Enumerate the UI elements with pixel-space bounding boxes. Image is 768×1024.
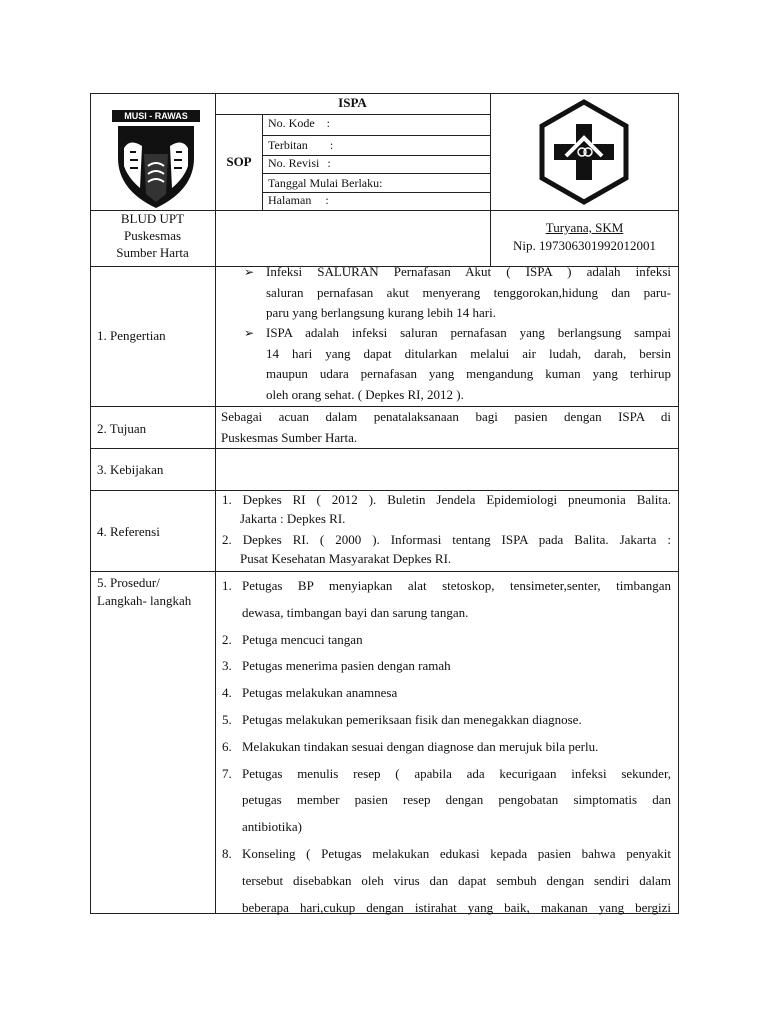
section-label-kebijakan: 3. Kebijakan xyxy=(97,462,164,477)
referensi-1: 1. Depkes RI ( 2012 ). Buletin Jendela Epidemiologi pneumonia Balita. Jakarta : Depkes RI. xyxy=(222,492,671,526)
tujuan-text: Sebagai acuan dalam penatalaksanaan bagi pasien dengan ISPA di Puskesmas Sumber Harta. xyxy=(221,409,671,445)
step-4: 4. Petugas melakukan anamnesa xyxy=(222,680,671,707)
org-line-3: Sumber Harta xyxy=(116,245,189,260)
step-number: 3. xyxy=(222,658,232,674)
title-underline xyxy=(215,114,490,115)
section-label-prosedur-2: Langkah- langkah xyxy=(97,593,192,608)
musi-rawas-logo xyxy=(110,108,202,210)
logo-text: MUSI - RAWAS xyxy=(124,111,188,121)
meta-tanggal: Tanggal Mulai Berlaku: xyxy=(268,176,383,190)
section-label-prosedur: 5. Prosedur/ xyxy=(97,575,160,590)
signer-name: Turyana, SKM xyxy=(545,220,624,235)
step-number: 4. xyxy=(222,685,232,701)
section-label-pengertian: 1. Pengertian xyxy=(97,328,166,343)
row-sep-referensi xyxy=(90,571,679,572)
meta-line-3 xyxy=(262,173,490,174)
meta-line-1 xyxy=(262,135,490,136)
sop-divider xyxy=(262,114,263,210)
org-line-1: BLUD UPT xyxy=(120,211,185,226)
step-8: 8. Konseling ( Petugas melakukan edukasi kepada pasien bahwa penyakit tersebut disebabkan oleh virus dan dapat sembuh dengan sendiri dalam beberapa hari,cukup dengan istirahat yang baik, makanan yang bergizi xyxy=(222,841,671,921)
step-number: 1. xyxy=(222,578,232,593)
row-sep-tujuan xyxy=(90,448,679,449)
step-number: 7. xyxy=(222,765,232,781)
section-label-referensi: 4. Referensi xyxy=(97,524,160,539)
puskesmas-logo xyxy=(538,98,630,206)
pengertian-bullet-2: ISPA adalah infeksi saluran pernafasan yang berlangsung sampai 14 hari yang dapat ditularkan melalui air ludah, darah, bersin maupun udara pernafasan yang mengandung kuman yang terhirup oleh orang sehat. ( Depkes RI, 2012 ). xyxy=(266,325,671,402)
document-title: ISPA xyxy=(338,95,367,110)
step-number: 6. xyxy=(222,738,232,754)
referensi-2: 2. Depkes RI. ( 2000 ). Informasi tentang ISPA pada Balita. Jakarta : Pusat Kesehatan Masyarakat Depkes RI. xyxy=(222,532,671,566)
step-number: 2. xyxy=(222,631,232,647)
pengertian-bullet-1: Infeksi SALURAN Pernafasan Akut ( ISPA ) adalah infeksi saluran pernafasan akut menyerang tenggorokan,hidung dan paru- paru yang berlangsung kurang lebih 14 hari. xyxy=(266,264,671,320)
step-3: 3. Petugas menerima pasien dengan ramah xyxy=(222,653,671,680)
step-7: 7. Petugas menulis resep ( apabila ada kecurigaan infeksi sekunder, petugas member pasien resep dengan pengobatan simptomatis dan antibiotika) xyxy=(222,761,671,841)
step-6: 6. Melakukan tindakan sesuai dengan diagnose dan merujuk bila perlu. xyxy=(222,734,671,761)
org-line-2: Puskesmas xyxy=(123,228,182,243)
col-divider-left xyxy=(215,93,216,914)
arrow-bullet-icon: ➢ xyxy=(244,326,255,340)
meta-halaman: Halaman : xyxy=(268,193,329,207)
meta-no-kode: No. Kode : xyxy=(268,116,331,130)
step-number: 5. xyxy=(222,711,232,727)
step-1: 1. Petugas BP menyiapkan alat stetoskop, tensimeter,senter, timbangan dewasa, timbangan bayi dan sarung tangan. xyxy=(222,573,671,627)
prosedur-steps xyxy=(222,573,671,921)
step-number: 8. xyxy=(222,845,232,861)
sop-label: SOP xyxy=(226,154,252,169)
step-2: 2. Petuga mencuci tangan xyxy=(222,627,671,654)
signer-nip: Nip. 197306301992012001 xyxy=(513,238,656,253)
step-5: 5. Petugas melakukan pemeriksaan fisik dan menegakkan diagnose. xyxy=(222,707,671,734)
meta-terbitan: Terbitan : xyxy=(268,138,334,152)
meta-no-revisi: No. Revisi : xyxy=(268,156,331,170)
arrow-bullet-icon: ➢ xyxy=(244,265,255,279)
section-label-tujuan: 2. Tujuan xyxy=(97,421,147,436)
